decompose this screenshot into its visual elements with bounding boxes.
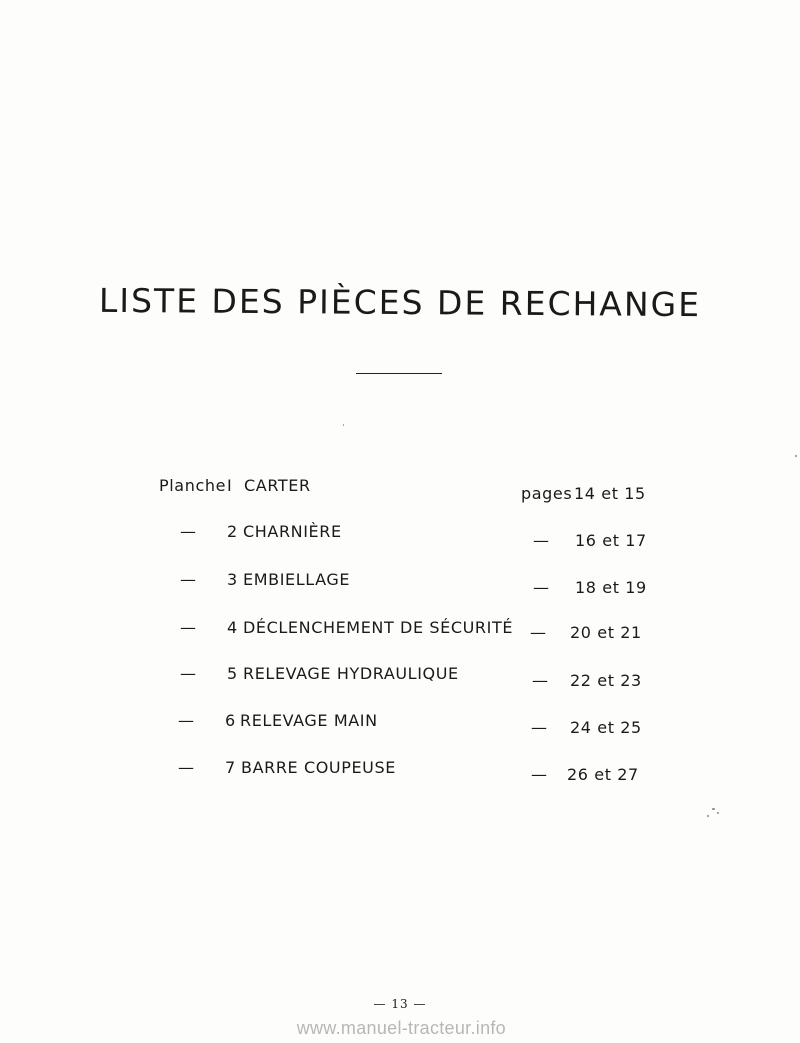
ditto-dash: — (180, 570, 197, 589)
pages-range: 26 et 27 (567, 765, 639, 784)
parts-list-row (0, 570, 800, 600)
title-underline-rule (356, 373, 442, 374)
parts-list-row (0, 758, 800, 788)
planche-name: CHARNIÈRE (243, 522, 342, 541)
planche-name: RELEVAGE HYDRAULIQUE (243, 664, 459, 683)
planche-number: 3 (227, 570, 238, 589)
pages-ditto-dash: — (531, 718, 548, 737)
pages-range: 14 et 15 (574, 484, 646, 503)
ditto-dash: — (180, 664, 197, 683)
planche-name: EMBIELLAGE (243, 570, 351, 589)
page-number: — 13 — (373, 997, 427, 1011)
watermark-text: www.manuel-tracteur.info (296, 1018, 506, 1038)
scan-speck (717, 812, 719, 814)
scan-speck (343, 424, 344, 426)
planche-number: 5 (227, 664, 238, 683)
ditto-dash: — (180, 618, 197, 637)
parts-list-row-header (0, 476, 800, 506)
pages-range: 22 et 23 (570, 671, 642, 690)
planche-name: CARTER (244, 476, 311, 495)
planche-number: 2 (227, 522, 238, 541)
ditto-dash: — (178, 758, 195, 777)
planche-name: BARRE COUPEUSE (241, 758, 396, 777)
planche-number: I (227, 476, 233, 495)
page-title: LISTE DES PIÈCES DE RECHANGE (98, 280, 702, 325)
scan-speck (712, 808, 715, 810)
pages-range: 20 et 21 (570, 623, 642, 642)
pages-ditto-dash: — (533, 531, 550, 550)
scan-speck (707, 815, 709, 817)
parts-list-row (0, 711, 800, 741)
pages-ditto-dash: — (530, 623, 547, 642)
parts-list-row (0, 618, 800, 648)
ditto-dash: — (178, 711, 195, 730)
scan-speck (795, 455, 797, 457)
pages-ditto-dash: — (532, 671, 549, 690)
planche-name: RELEVAGE MAIN (240, 711, 378, 730)
pages-range: 18 et 19 (575, 578, 647, 597)
ditto-dash: — (180, 522, 197, 541)
planche-label: Planche (159, 476, 227, 495)
planche-number: 6 (225, 711, 236, 730)
pages-ditto-dash: — (531, 765, 548, 784)
pages-ditto-dash: — (533, 578, 550, 597)
planche-name: DÉCLENCHEMENT DE SÉCURITÉ (243, 618, 514, 637)
planche-number: 4 (227, 618, 238, 637)
parts-list-row (0, 664, 800, 694)
pages-range: 16 et 17 (575, 531, 647, 550)
pages-range: 24 et 25 (570, 718, 642, 737)
parts-list-row (0, 522, 800, 552)
planche-number: 7 (225, 758, 236, 777)
pages-label: pages (521, 484, 573, 503)
